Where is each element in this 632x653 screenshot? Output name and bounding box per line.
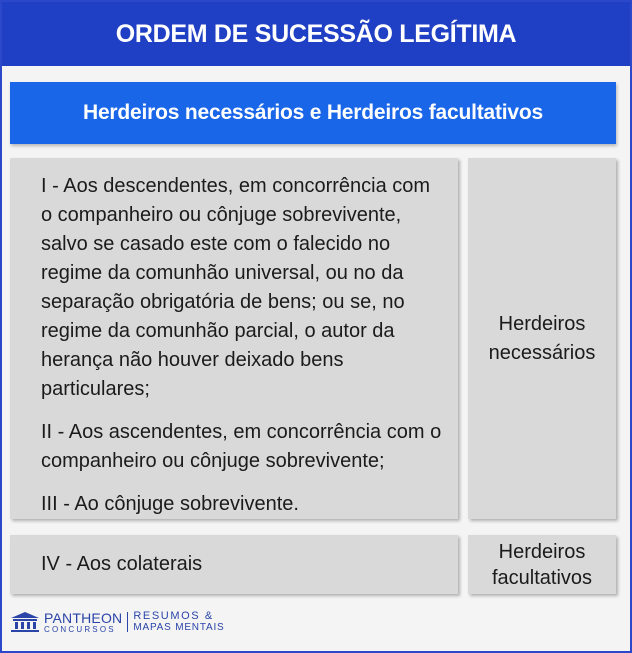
list-item: III - Ao cônjuge sobrevivente. <box>41 493 299 515</box>
necessarios-list <box>41 172 445 533</box>
logo-divider <box>127 612 128 632</box>
facultativos-label-line2: facultativos <box>491 566 593 589</box>
brand-name: PANTHEON <box>44 609 123 626</box>
section-subtitle <box>10 82 616 144</box>
page-title <box>2 2 630 66</box>
brand-block <box>44 611 122 634</box>
facultativos-item-cell <box>10 535 458 594</box>
necessarios-label <box>489 310 596 368</box>
necessarios-label-line2: necessários <box>488 341 596 364</box>
footer-logo <box>10 609 225 635</box>
brand-sub: CONCURSOS <box>44 624 116 634</box>
tagline-line2: MAPAS MENTAIS <box>133 622 225 633</box>
tagline-line1: RESUMOS & <box>133 610 214 622</box>
necessarios-list-cell <box>10 158 458 519</box>
necessarios-label-line1: Herdeiros <box>498 312 586 335</box>
tagline-block <box>133 611 224 633</box>
list-item: I - Aos descendentes, em concorrência com o companheiro ou cônjuge sobrevivente, salvo se casado este com o falecido no regime da comunhão universal, ou no da separação obrigatória de bens; ou se, no regime da comunhão parcial, o autor da herança não houver deixado bens particulares; <box>41 175 431 400</box>
facultativos-item: IV - Aos colaterais <box>41 553 203 575</box>
facultativos-label-line1: Herdeiros <box>498 540 586 563</box>
list-item: II - Aos ascendentes, em concorrência com o companheiro ou cônjuge sobrevivente; <box>41 421 442 472</box>
facultativos-label <box>492 539 592 591</box>
page-title-text: ORDEM DE SUCESSÃO LEGÍTIMA <box>115 19 517 48</box>
facultativos-label-cell <box>468 535 616 594</box>
temple-icon <box>10 611 40 633</box>
section-subtitle-text: Herdeiros necessários e Herdeiros facultativos <box>82 101 543 124</box>
necessarios-label-cell <box>468 158 616 519</box>
